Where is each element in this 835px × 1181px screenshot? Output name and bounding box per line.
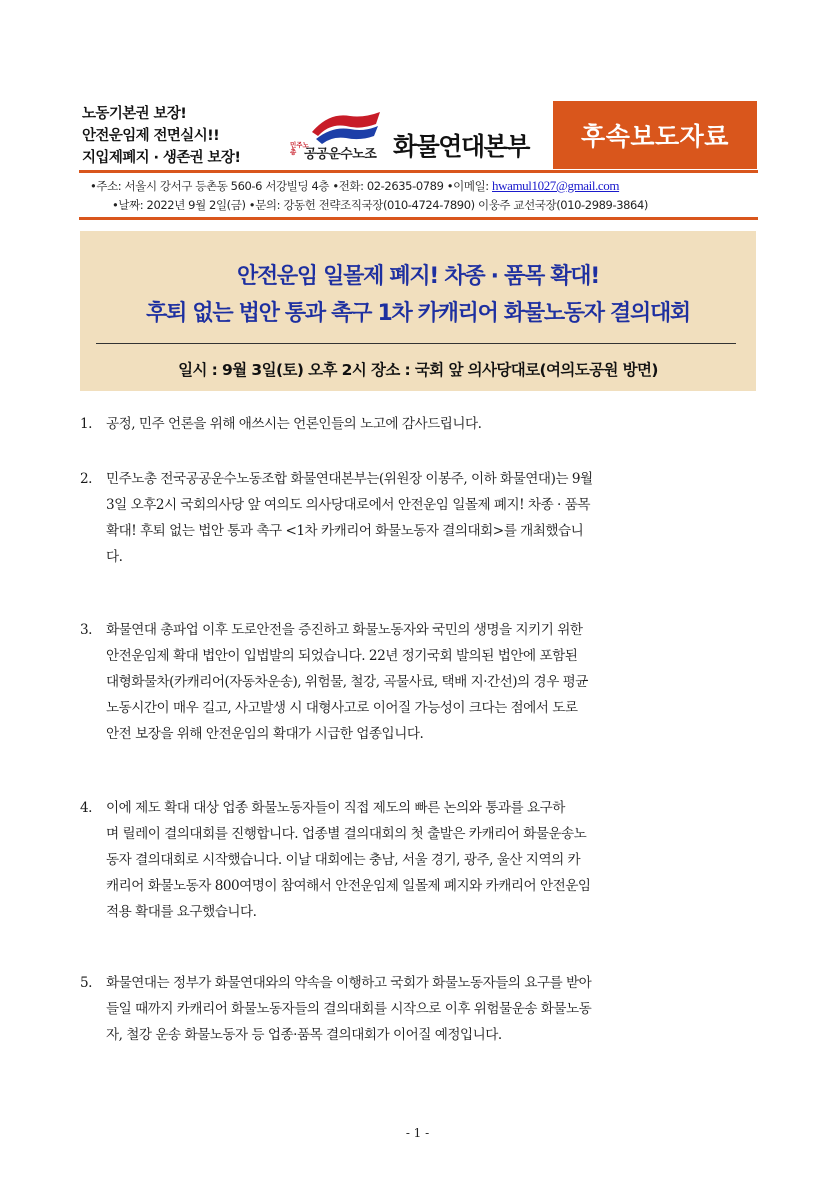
- paragraph-number: 1.: [80, 416, 92, 432]
- paragraph-line: 들일 때까지 카캐리어 화물노동자들의 결의대회를 시작으로 이후 위험물운송 화물노동: [106, 1001, 592, 1017]
- paragraph-line: 안전 보장을 위해 안전운임의 확대가 시급한 업종입니다.: [106, 726, 424, 742]
- paragraph-number: 5.: [80, 975, 92, 991]
- header-rule-bottom: [79, 217, 758, 220]
- press-type-badge: 후속보도자료: [553, 101, 757, 169]
- header-rule-top: [79, 170, 758, 173]
- union-logo: [284, 106, 384, 162]
- paragraph-1: [80, 411, 760, 437]
- contact-line-1: [90, 178, 619, 194]
- logo-small-text: 민주노총: [290, 141, 309, 156]
- paragraph-2: [80, 466, 760, 570]
- paragraph-line: 민주노총 전국공공운수노동조합 화물연대본부는(위원장 이봉주, 이하 화물연대)는 9월: [106, 471, 593, 487]
- org-name: 화물연대본부: [393, 132, 529, 161]
- paragraph-line: 화물연대 총파업 이후 도로안전을 증진하고 화물노동자와 국민의 생명을 지키기 위한: [106, 622, 583, 638]
- paragraph-line: 적용 확대를 요구했습니다.: [106, 904, 257, 920]
- paragraph-line: 노동시간이 매우 길고, 사고발생 시 대형사고로 이어질 가능성이 크다는 점에서 도로: [106, 700, 578, 716]
- slogans: [82, 103, 282, 169]
- paragraph-number: 3.: [80, 622, 92, 638]
- paragraph-number: 4.: [80, 800, 92, 816]
- flag-logo-icon: [284, 106, 384, 146]
- paragraph-line: 동자 결의대회로 시작했습니다. 이날 대회에는 충남, 서울 경기, 광주, 울산 지역의 카: [106, 852, 581, 868]
- paragraph-line: 며 릴레이 결의대회를 진행합니다. 업종별 결의대회의 첫 출발은 카캐리어 화물운송노: [106, 826, 587, 842]
- paragraph-line: 다.: [106, 549, 123, 565]
- subheadline: 후퇴 없는 법안 통과 촉구 1차 카캐리어 화물노동자 결의대회: [146, 301, 690, 326]
- page-number: - 1 -: [405, 1126, 430, 1140]
- paragraph-line: 안전운임제 확대 법안이 입법발의 되었습니다. 22년 정기국회 발의된 법안에 포함된: [106, 648, 578, 664]
- paragraph-line: 자, 철강 운송 화물노동자 등 업종·품목 결의대회가 이어질 예정입니다.: [106, 1027, 502, 1043]
- paragraph-line: 공정, 민주 언론을 위해 애쓰시는 언론인들의 노고에 감사드립니다.: [106, 416, 482, 432]
- paragraph-line: 확대! 후퇴 없는 법안 통과 촉구 <1차 카캐리어 화물노동자 결의대회>를 개최했습니: [106, 523, 584, 539]
- paragraph-line: 이에 제도 확대 대상 업종 화물노동자들이 직접 제도의 빠른 논의와 통과를 요구하: [106, 800, 565, 816]
- logo-name: 공공운수노조: [304, 147, 377, 162]
- event-details: 일시 : 9월 3일(토) 오후 2시 장소 : 국회 앞 의사당대로(여의도공원 방면): [178, 361, 658, 379]
- slogan-3: 지입제폐지 · 생존권 보장!: [82, 150, 241, 166]
- paragraph-5: [80, 970, 760, 1048]
- address-phone: •주소: 서울시 강서구 등촌동 560-6 서강빌딩 4층 •전화: 02-2635-0789 •이메일:: [90, 179, 493, 193]
- slogan-2: 안전운임제 전면실시!!: [82, 128, 220, 144]
- paragraph-3: [80, 617, 760, 747]
- title-box: [80, 231, 756, 391]
- paragraph-line: 캐리어 화물노동자 800여명이 참여해서 안전운임제 일몰제 폐지와 카캐리어 안전운임: [106, 878, 591, 894]
- contact-line-2: •날짜: 2022년 9월 2일(금) •문의: 강동헌 전략조직국장(010-4724-7890) 이웅주 교선국장(010-2989-3864): [112, 198, 648, 212]
- headline: 안전운임 일몰제 폐지! 차종 · 품목 확대!: [237, 264, 599, 289]
- email-link[interactable]: hwamul1027@gmail.com: [492, 178, 620, 193]
- paragraph-line: 3일 오후2시 국회의사당 앞 여의도 의사당대로에서 안전운임 일몰제 폐지! 차종 · 품목: [106, 497, 590, 513]
- slogan-1: 노동기본권 보장!: [82, 106, 187, 122]
- paragraph-4: [80, 795, 760, 925]
- paragraph-number: 2.: [80, 471, 92, 487]
- paragraph-line: 화물연대는 정부가 화물연대와의 약속을 이행하고 국회가 화물노동자들의 요구를 받아: [106, 975, 592, 991]
- paragraph-line: 대형화물차(카캐리어(자동차운송), 위험물, 철강, 곡물사료, 택배 지·간선)의 경우 평균: [106, 674, 588, 690]
- title-divider: [96, 343, 736, 344]
